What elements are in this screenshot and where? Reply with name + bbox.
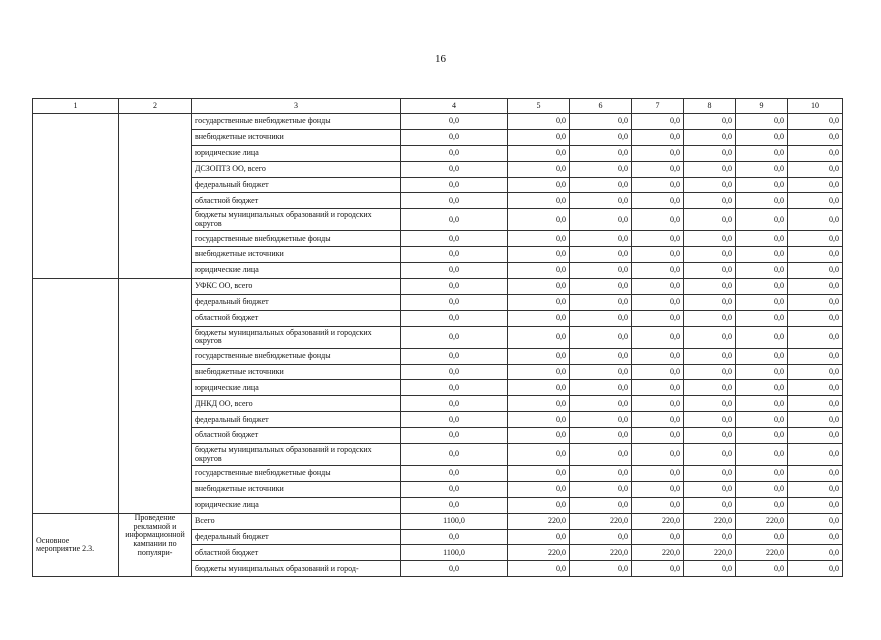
value-cell: 0,0	[508, 412, 570, 428]
value-cell: 0,0	[401, 231, 508, 247]
value-cell: 0,0	[401, 263, 508, 279]
value-cell: 0,0	[508, 193, 570, 209]
value-cell: 0,0	[508, 161, 570, 177]
value-cell: 0,0	[788, 193, 843, 209]
page-number: 16	[435, 53, 446, 65]
value-cell: 0,0	[570, 231, 632, 247]
value-cell: 0,0	[736, 481, 788, 497]
row-name-cell: областной бюджет	[192, 310, 401, 326]
value-cell: 0,0	[684, 326, 736, 348]
value-cell: 0,0	[788, 348, 843, 364]
value-cell: 220,0	[508, 513, 570, 529]
value-cell: 0,0	[570, 348, 632, 364]
value-cell: 0,0	[788, 209, 843, 231]
value-cell: 0,0	[736, 247, 788, 263]
value-cell: 0,0	[570, 396, 632, 412]
activity-cell	[33, 114, 119, 279]
column-header: 2	[119, 99, 192, 114]
value-cell: 0,0	[684, 145, 736, 161]
value-cell: 0,0	[788, 513, 843, 529]
column-header: 9	[736, 99, 788, 114]
value-cell: 220,0	[684, 545, 736, 561]
value-cell: 0,0	[570, 114, 632, 130]
table-row	[33, 114, 843, 130]
value-cell: 0,0	[508, 129, 570, 145]
table-body	[33, 114, 843, 577]
value-cell: 0,0	[736, 428, 788, 444]
value-cell: 0,0	[570, 412, 632, 428]
value-cell: 0,0	[401, 247, 508, 263]
value-cell: 0,0	[508, 231, 570, 247]
value-cell: 220,0	[570, 513, 632, 529]
value-cell: 0,0	[736, 497, 788, 513]
value-cell: 0,0	[632, 209, 684, 231]
row-name-cell: государственные внебюджетные фонды	[192, 231, 401, 247]
value-cell: 0,0	[508, 310, 570, 326]
value-cell: 0,0	[570, 364, 632, 380]
value-cell: 0,0	[632, 161, 684, 177]
row-name-cell: юридические лица	[192, 380, 401, 396]
value-cell: 0,0	[788, 396, 843, 412]
value-cell: 0,0	[401, 161, 508, 177]
row-name-cell: юридические лица	[192, 497, 401, 513]
value-cell: 0,0	[684, 428, 736, 444]
row-name-cell: внебюджетные источники	[192, 364, 401, 380]
row-name-cell: юридические лица	[192, 145, 401, 161]
value-cell: 0,0	[508, 380, 570, 396]
row-name-cell: внебюджетные источники	[192, 481, 401, 497]
value-cell: 0,0	[570, 561, 632, 577]
value-cell: 0,0	[508, 364, 570, 380]
value-cell: 0,0	[736, 145, 788, 161]
value-cell: 0,0	[788, 145, 843, 161]
value-cell: 0,0	[684, 177, 736, 193]
value-cell: 220,0	[508, 545, 570, 561]
value-cell: 0,0	[632, 396, 684, 412]
value-cell: 0,0	[570, 209, 632, 231]
description-cell	[119, 114, 192, 279]
row-name-cell: федеральный бюджет	[192, 294, 401, 310]
value-cell: 0,0	[632, 279, 684, 295]
value-cell: 0,0	[570, 481, 632, 497]
value-cell: 0,0	[684, 380, 736, 396]
value-cell: 0,0	[736, 561, 788, 577]
row-name-cell: федеральный бюджет	[192, 529, 401, 545]
value-cell: 0,0	[570, 466, 632, 482]
value-cell: 0,0	[570, 380, 632, 396]
value-cell: 0,0	[401, 326, 508, 348]
column-header: 1	[33, 99, 119, 114]
value-cell: 0,0	[788, 294, 843, 310]
value-cell: 0,0	[684, 129, 736, 145]
row-name-cell: внебюджетные источники	[192, 129, 401, 145]
column-header: 6	[570, 99, 632, 114]
row-name-cell: федеральный бюджет	[192, 412, 401, 428]
column-header: 3	[192, 99, 401, 114]
table-row	[33, 279, 843, 295]
column-header: 10	[788, 99, 843, 114]
value-cell: 0,0	[684, 412, 736, 428]
value-cell: 0,0	[632, 145, 684, 161]
row-name-cell: областной бюджет	[192, 428, 401, 444]
value-cell: 0,0	[508, 444, 570, 466]
value-cell: 0,0	[788, 231, 843, 247]
value-cell: 0,0	[736, 114, 788, 130]
value-cell: 220,0	[632, 545, 684, 561]
value-cell: 0,0	[684, 396, 736, 412]
value-cell: 0,0	[632, 364, 684, 380]
value-cell: 0,0	[401, 348, 508, 364]
value-cell: 0,0	[788, 412, 843, 428]
value-cell: 0,0	[508, 497, 570, 513]
value-cell: 0,0	[508, 279, 570, 295]
value-cell: 0,0	[508, 209, 570, 231]
value-cell: 0,0	[736, 177, 788, 193]
value-cell: 0,0	[570, 529, 632, 545]
value-cell: 0,0	[632, 114, 684, 130]
value-cell: 0,0	[788, 481, 843, 497]
value-cell: 0,0	[508, 114, 570, 130]
value-cell: 0,0	[401, 412, 508, 428]
value-cell: 0,0	[570, 247, 632, 263]
value-cell: 0,0	[401, 444, 508, 466]
header-row	[33, 99, 843, 114]
value-cell: 0,0	[788, 247, 843, 263]
value-cell: 0,0	[570, 444, 632, 466]
row-name-cell: областной бюджет	[192, 193, 401, 209]
value-cell: 0,0	[788, 177, 843, 193]
value-cell: 0,0	[736, 231, 788, 247]
value-cell: 0,0	[401, 114, 508, 130]
row-name-cell: государственные внебюджетные фонды	[192, 348, 401, 364]
value-cell: 0,0	[632, 529, 684, 545]
row-name-cell: областной бюджет	[192, 545, 401, 561]
value-cell: 0,0	[570, 326, 632, 348]
value-cell: 0,0	[401, 145, 508, 161]
value-cell: 0,0	[788, 364, 843, 380]
column-header: 8	[684, 99, 736, 114]
value-cell: 0,0	[401, 561, 508, 577]
value-cell: 0,0	[632, 466, 684, 482]
value-cell: 0,0	[632, 380, 684, 396]
value-cell: 0,0	[788, 129, 843, 145]
column-header: 7	[632, 99, 684, 114]
row-name-cell: внебюджетные источники	[192, 247, 401, 263]
row-name-cell: бюджеты муниципальных образований и городских округов	[192, 326, 401, 348]
value-cell: 0,0	[632, 444, 684, 466]
value-cell: 0,0	[788, 529, 843, 545]
value-cell: 0,0	[508, 294, 570, 310]
activity-cell	[33, 279, 119, 514]
value-cell: 0,0	[788, 310, 843, 326]
value-cell: 0,0	[508, 396, 570, 412]
value-cell: 0,0	[736, 129, 788, 145]
description-cell	[119, 279, 192, 514]
value-cell: 0,0	[508, 326, 570, 348]
value-cell: 0,0	[684, 364, 736, 380]
row-name-cell: юридические лица	[192, 263, 401, 279]
value-cell: 0,0	[570, 310, 632, 326]
value-cell: 0,0	[736, 444, 788, 466]
value-cell: 0,0	[788, 279, 843, 295]
value-cell: 0,0	[401, 294, 508, 310]
row-name-cell: федеральный бюджет	[192, 177, 401, 193]
column-header: 4	[401, 99, 508, 114]
description-cell: Проведение рекламной и информационной кампании по популяри-	[119, 513, 192, 577]
value-cell: 0,0	[401, 529, 508, 545]
value-cell: 0,0	[788, 444, 843, 466]
value-cell: 0,0	[401, 396, 508, 412]
value-cell: 0,0	[684, 209, 736, 231]
value-cell: 0,0	[632, 231, 684, 247]
value-cell: 0,0	[684, 529, 736, 545]
row-name-cell: Всего	[192, 513, 401, 529]
value-cell: 0,0	[788, 161, 843, 177]
value-cell: 0,0	[632, 310, 684, 326]
value-cell: 0,0	[736, 279, 788, 295]
row-name-cell: бюджеты муниципальных образований и городских округов	[192, 209, 401, 231]
value-cell: 0,0	[632, 129, 684, 145]
value-cell: 0,0	[632, 177, 684, 193]
row-name-cell: УФКС ОО, всего	[192, 279, 401, 295]
value-cell: 0,0	[788, 114, 843, 130]
value-cell: 0,0	[401, 193, 508, 209]
value-cell: 0,0	[684, 348, 736, 364]
value-cell: 220,0	[632, 513, 684, 529]
value-cell: 0,0	[401, 310, 508, 326]
value-cell: 0,0	[788, 428, 843, 444]
table-row	[33, 513, 843, 529]
value-cell: 0,0	[788, 545, 843, 561]
value-cell: 0,0	[570, 428, 632, 444]
value-cell: 0,0	[736, 466, 788, 482]
activity-cell: Основное мероприятие 2.3.	[33, 513, 119, 577]
value-cell: 0,0	[788, 326, 843, 348]
value-cell: 0,0	[736, 326, 788, 348]
value-cell: 0,0	[570, 279, 632, 295]
value-cell: 0,0	[684, 497, 736, 513]
value-cell: 0,0	[684, 161, 736, 177]
value-cell: 0,0	[401, 129, 508, 145]
value-cell: 0,0	[684, 444, 736, 466]
value-cell: 0,0	[736, 380, 788, 396]
value-cell: 0,0	[401, 209, 508, 231]
value-cell: 0,0	[736, 294, 788, 310]
value-cell: 0,0	[788, 263, 843, 279]
value-cell: 0,0	[401, 466, 508, 482]
value-cell: 0,0	[508, 529, 570, 545]
row-name-cell: бюджеты муниципальных образований и городских округов	[192, 444, 401, 466]
value-cell: 0,0	[736, 364, 788, 380]
value-cell: 1100,0	[401, 513, 508, 529]
value-cell: 0,0	[684, 231, 736, 247]
value-cell: 0,0	[570, 294, 632, 310]
value-cell: 0,0	[684, 561, 736, 577]
row-name-cell: ДСЗОПТЗ ОО, всего	[192, 161, 401, 177]
value-cell: 0,0	[684, 310, 736, 326]
value-cell: 0,0	[570, 263, 632, 279]
value-cell: 0,0	[570, 161, 632, 177]
value-cell: 0,0	[401, 279, 508, 295]
value-cell: 0,0	[736, 209, 788, 231]
value-cell: 0,0	[508, 348, 570, 364]
value-cell: 0,0	[684, 263, 736, 279]
value-cell: 220,0	[736, 513, 788, 529]
value-cell: 0,0	[736, 348, 788, 364]
value-cell: 220,0	[736, 545, 788, 561]
value-cell: 0,0	[570, 193, 632, 209]
value-cell: 0,0	[401, 481, 508, 497]
value-cell: 0,0	[401, 428, 508, 444]
column-header: 5	[508, 99, 570, 114]
value-cell: 0,0	[632, 193, 684, 209]
value-cell: 0,0	[788, 561, 843, 577]
value-cell: 0,0	[788, 380, 843, 396]
value-cell: 0,0	[736, 263, 788, 279]
value-cell: 0,0	[684, 466, 736, 482]
value-cell: 0,0	[736, 412, 788, 428]
value-cell: 0,0	[736, 193, 788, 209]
value-cell: 0,0	[684, 114, 736, 130]
value-cell: 0,0	[736, 161, 788, 177]
value-cell: 0,0	[508, 428, 570, 444]
row-name-cell: ДНКД ОО, всего	[192, 396, 401, 412]
budget-table	[32, 98, 843, 577]
value-cell: 0,0	[632, 263, 684, 279]
value-cell: 0,0	[632, 497, 684, 513]
value-cell: 0,0	[401, 177, 508, 193]
row-name-cell: государственные внебюджетные фонды	[192, 466, 401, 482]
value-cell: 220,0	[684, 513, 736, 529]
value-cell: 220,0	[570, 545, 632, 561]
value-cell: 0,0	[508, 466, 570, 482]
value-cell: 0,0	[570, 129, 632, 145]
value-cell: 0,0	[684, 247, 736, 263]
value-cell: 0,0	[508, 561, 570, 577]
value-cell: 0,0	[684, 294, 736, 310]
value-cell: 0,0	[508, 177, 570, 193]
value-cell: 0,0	[684, 193, 736, 209]
value-cell: 0,0	[632, 348, 684, 364]
value-cell: 0,0	[570, 497, 632, 513]
value-cell: 0,0	[401, 364, 508, 380]
value-cell: 0,0	[788, 497, 843, 513]
value-cell: 0,0	[736, 396, 788, 412]
value-cell: 0,0	[632, 428, 684, 444]
value-cell: 0,0	[508, 145, 570, 161]
value-cell: 0,0	[632, 561, 684, 577]
value-cell: 0,0	[736, 529, 788, 545]
row-name-cell: государственные внебюджетные фонды	[192, 114, 401, 130]
value-cell: 0,0	[684, 481, 736, 497]
value-cell: 0,0	[632, 481, 684, 497]
value-cell: 0,0	[508, 247, 570, 263]
value-cell: 0,0	[570, 145, 632, 161]
value-cell: 0,0	[508, 481, 570, 497]
value-cell: 0,0	[632, 247, 684, 263]
row-name-cell: бюджеты муниципальных образований и город-	[192, 561, 401, 577]
value-cell: 0,0	[632, 294, 684, 310]
value-cell: 0,0	[508, 263, 570, 279]
value-cell: 0,0	[788, 466, 843, 482]
value-cell: 0,0	[632, 412, 684, 428]
value-cell: 0,0	[632, 326, 684, 348]
value-cell: 0,0	[684, 279, 736, 295]
value-cell: 0,0	[401, 497, 508, 513]
value-cell: 1100,0	[401, 545, 508, 561]
value-cell: 0,0	[401, 380, 508, 396]
value-cell: 0,0	[736, 310, 788, 326]
value-cell: 0,0	[570, 177, 632, 193]
